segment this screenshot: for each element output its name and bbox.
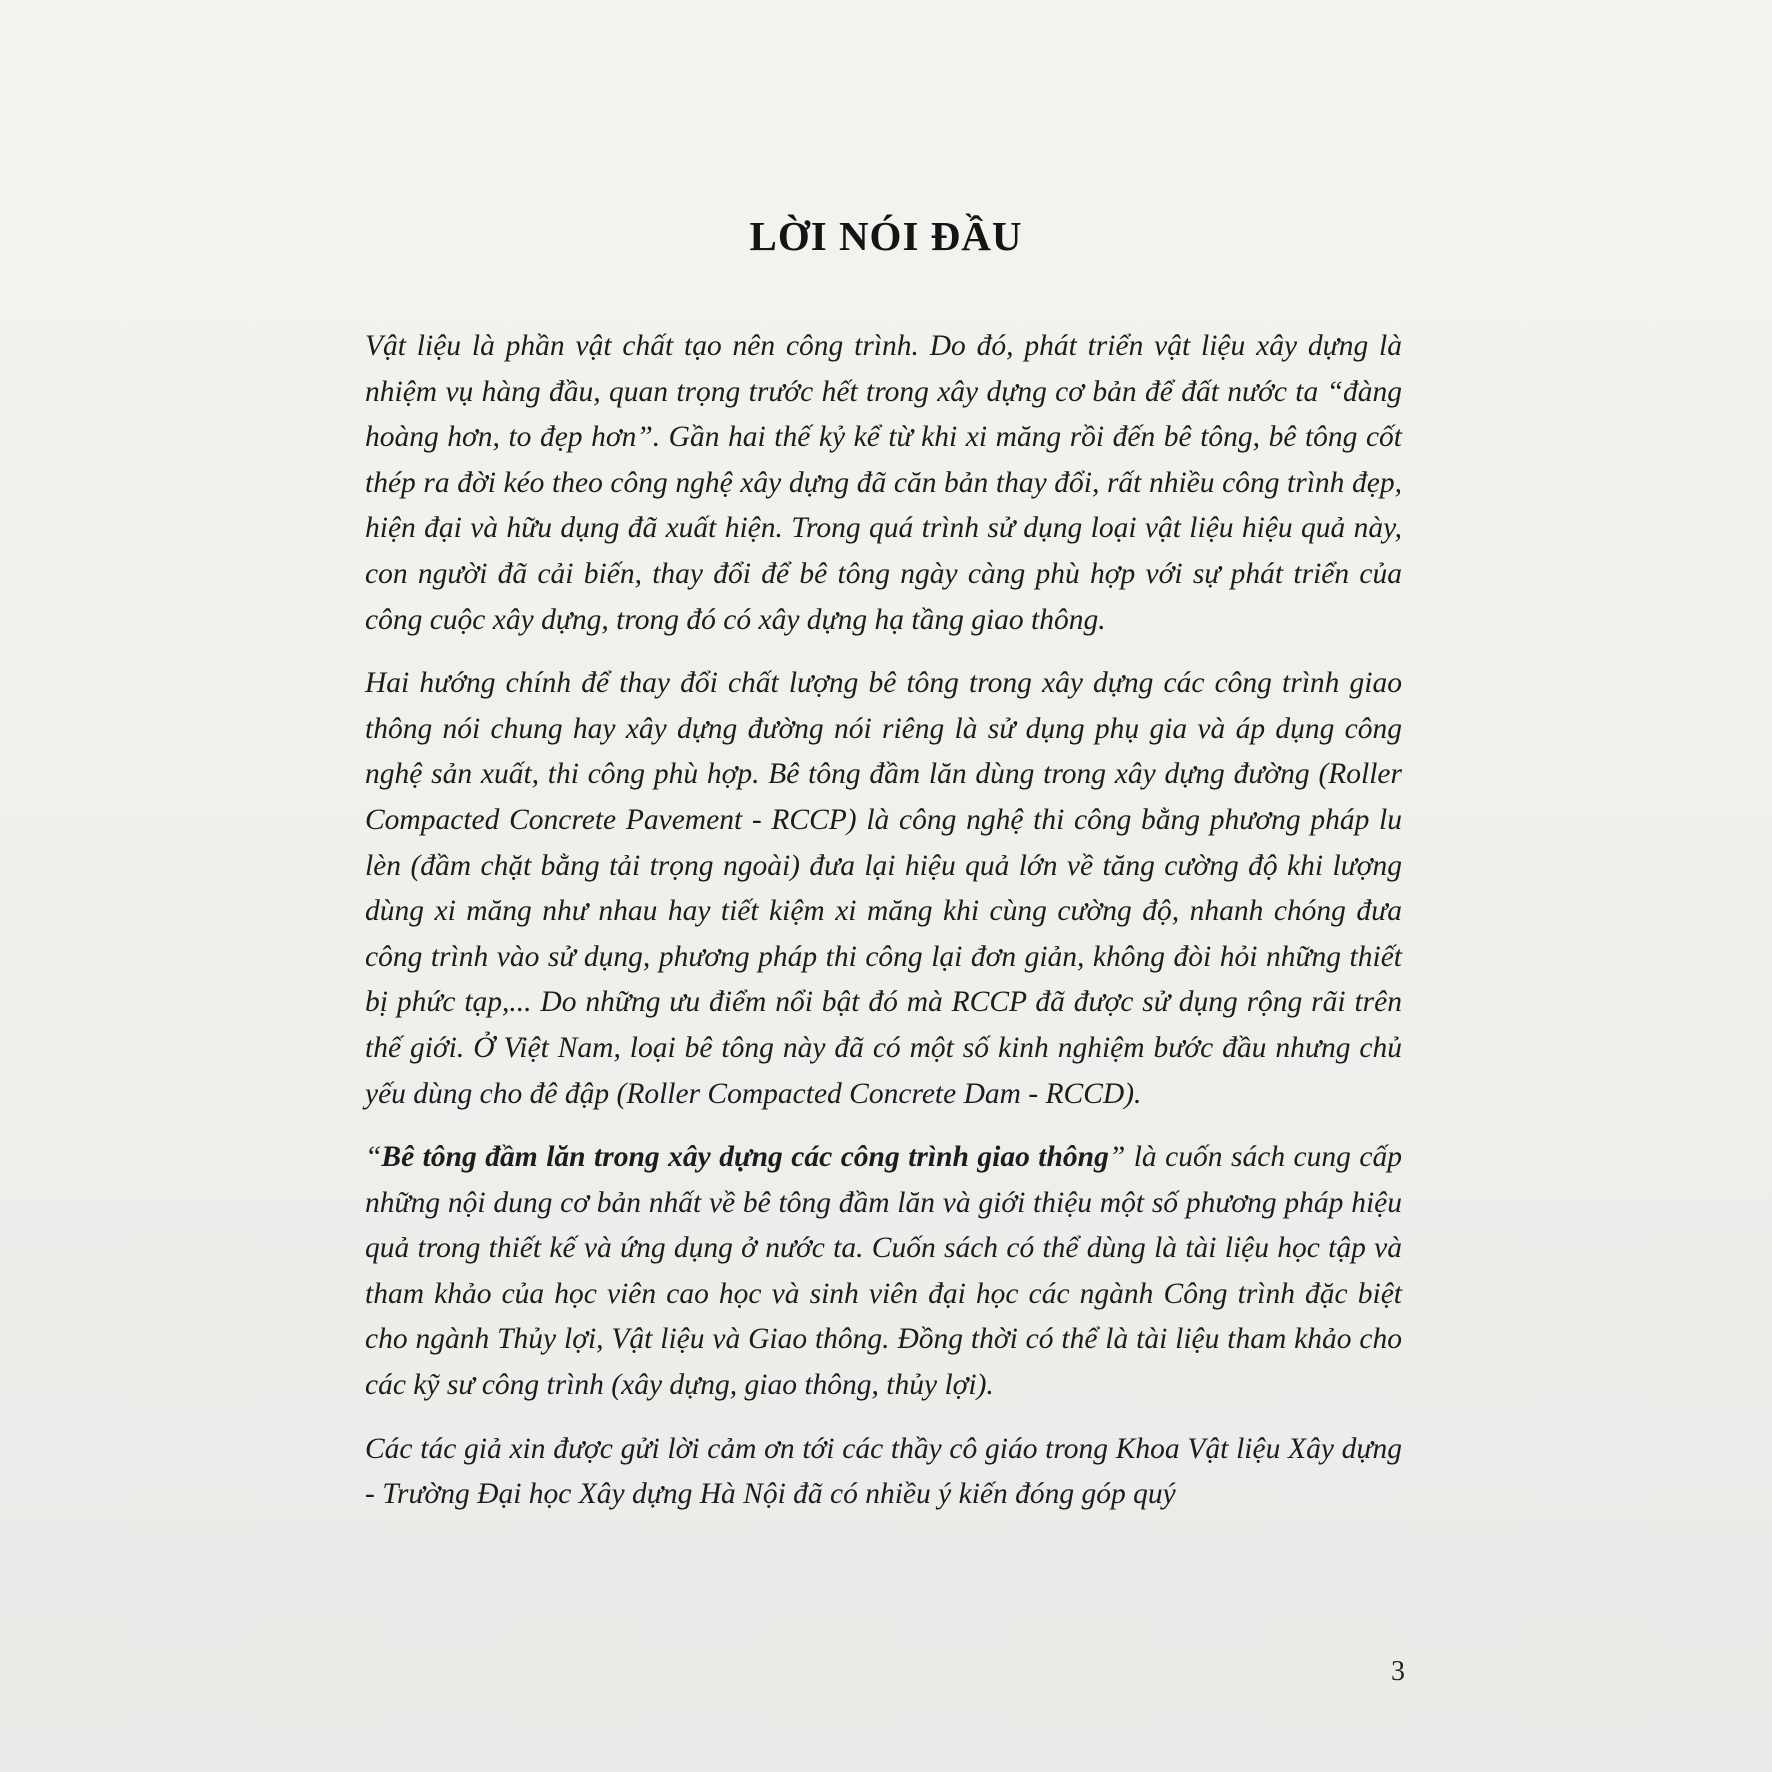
paragraph-3 xyxy=(365,1135,1402,1409)
page-number: 3 xyxy=(1391,1656,1405,1687)
paragraph-1: Vật liệu là phần vật chất tạo nên công trình. Do đó, phát triển vật liệu xây dựng là nhiệm vụ hàng đầu, quan trọng trước hết trong xây dựng cơ bản để đất nước ta “đàng hoàng hơn, to đẹp hơn”. Gần hai thế kỷ kể từ khi xi măng rồi đến bê tông, bê tông cốt thép ra đời kéo theo công nghệ xây dựng đã căn bản thay đổi, rất nhiều công trình đẹp, hiện đại và hữu dụng đã xuất hiện. Trong quá trình sử dụng loại vật liệu hiệu quả này, con người đã cải biến, thay đổi để bê tông ngày càng phù hợp với sự phát triển của công cuộc xây dựng, trong đó có xây dựng hạ tầng giao thông. xyxy=(365,330,1402,636)
body-text xyxy=(365,324,1402,1536)
paragraph-4: Các tác giả xin được gửi lời cảm ơn tới các thầy cô giáo trong Khoa Vật liệu Xây dựng - Trường Đại học Xây dựng Hà Nội đã có nhiều ý kiến đóng góp quý xyxy=(365,1432,1402,1511)
open-quote: “ xyxy=(365,1141,382,1174)
paragraph-3-rest: ” là cuốn sách cung cấp những nội dung cơ bản nhất về bê tông đầm lăn và giới thiệu một số phương pháp hiệu quả trong thiết kế và ứng dụng ở nước ta. Cuốn sách có thể dùng là tài liệu học tập và tham khảo của học viên cao học và sinh viên đại học các ngành Công trình đặc biệt cho ngành Thủy lợi, Vật liệu và Giao thông. Đồng thời có thể là tài liệu tham khảo cho các kỹ sư công trình (xây dựng, giao thông, thủy lợi). xyxy=(365,1141,1402,1402)
book-title: Bê tông đầm lăn trong xây dựng các công trình giao thông xyxy=(381,1141,1109,1174)
paragraph-2: Hai hướng chính để thay đổi chất lượng bê tông trong xây dựng các công trình giao thông nói chung hay xây dựng đường nói riêng là sử dụng phụ gia và áp dụng công nghệ sản xuất, thi công phù hợp. Bê tông đầm lăn dùng trong xây dựng đường (Roller Compacted Concrete Pavement - RCCP) là công nghệ thi công bằng phương pháp lu lèn (đầm chặt bằng tải trọng ngoài) đưa lại hiệu quả lớn về tăng cường độ khi lượng dùng xi măng như nhau hay tiết kiệm xi măng khi cùng cường độ, nhanh chóng đưa công trình vào sử dụng, phương pháp thi công lại đơn giản, không đòi hỏi những thiết bị phức tạp,... Do những ưu điểm nổi bật đó mà RCCP đã được sử dụng rộng rãi trên thế giới. Ở Việt Nam, loại bê tông này đã có một số kinh nghiệm bước đầu nhưng chủ yếu dùng cho đê đập (Roller Compacted Concrete Dam - RCCD). xyxy=(365,667,1402,1110)
page-heading: LỜI NÓI ĐẦU xyxy=(749,213,1023,259)
